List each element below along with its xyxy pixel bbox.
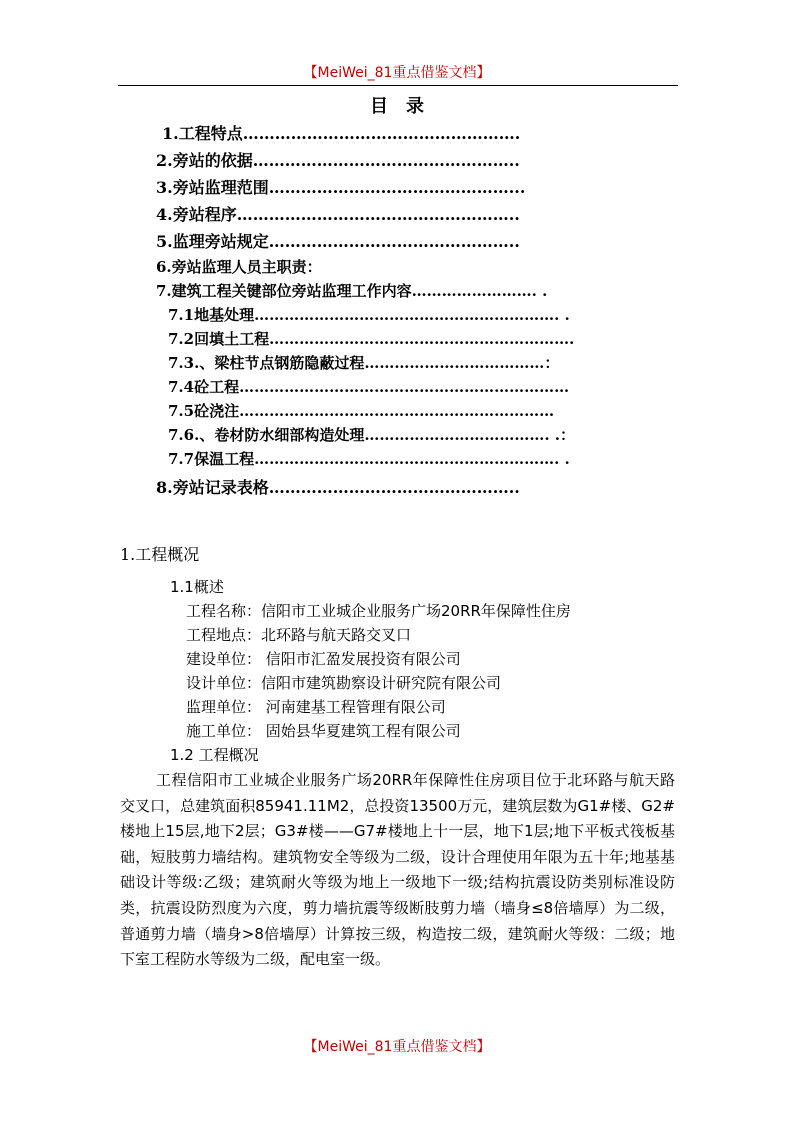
subsection-title: 1.2 工程概况 (170, 746, 259, 764)
info-line: 设计单位：信阳市建筑勘察设计研究院有限公司 (186, 674, 502, 692)
toc-item: 2.旁站的依据………………………………………….. (156, 151, 520, 170)
toc-item: 7.3.、梁柱节点钢筋隐蔽过程………………………………： (168, 354, 560, 372)
toc-title: 目 录 (370, 96, 424, 117)
overview-paragraph: 工程信阳市工业城企业服务广场20RR年保障性住房项目位于北环路与航天路交叉口，总建筑面积85941.11M2，总投资13500万元，建筑层数为G1#楼、G2#楼地上15层,地下2层；G3#楼——G7#楼地上十一层，地下1层;地下平板式筏板基础，短肢剪力墙结构。建筑物安全等级为二级，设计合理使用年限为五十年;地基基础设计等级:乙级；建筑耐火等级为地上一级地下一级;结构抗震设防类别标准设防类，抗震设防烈度为六度，剪力墙抗震等级断肢剪力墙（墙身≤8倍墙厚）为二级，普通剪力墙（墙身>8倍墙厚）计算按三级，构造按二级，建筑耐火等级：二级；地下室工程防水等级为二级，配电室一级。 (120, 771, 675, 969)
toc-item: 5.监理旁站规定……………………………………….. (156, 232, 520, 251)
toc-item: 8.旁站记录表格……………………………………….. (156, 478, 520, 497)
toc-item: 7.4砼工程………………………………………………………… (168, 378, 570, 396)
page-header: 【MeiWei_81重点借鉴文档】 (303, 65, 491, 81)
info-line: 工程地点：北环路与航天路交叉口 (186, 626, 412, 644)
header-divider (118, 85, 678, 86)
info-line: 建设单位： 信阳市汇盈发展投资有限公司 (186, 650, 461, 668)
info-line: 监理单位： 河南建基工程管理有限公司 (186, 698, 446, 716)
subsection-title: 1.1概述 (170, 578, 224, 596)
toc-item: 7.7保温工程……………………………………………………. . (168, 450, 570, 468)
info-line: 施工单位： 固始县华夏建筑工程有限公司 (186, 722, 461, 740)
toc-item: 7.6.、卷材防水细部构造处理………………………………. .： (168, 426, 575, 444)
toc-item: 7.建筑工程关键部位旁站监理工作内容……………………. . (156, 282, 548, 300)
toc-item: 1.工程特点……………………………………………. (162, 124, 521, 143)
toc-item: 3.旁站监理范围………………………………………... (156, 178, 526, 197)
info-line: 工程名称：信阳市工业城企业服务广场20RR年保障性住房 (186, 602, 571, 620)
page-footer: 【MeiWei_81重点借鉴文档】 (303, 1039, 491, 1055)
toc-item: 4.旁站程序…………………………………………….. (156, 205, 520, 224)
section-title: 1.工程概况 (120, 545, 200, 564)
toc-item: 7.2回填土工程……………………………………………………. (168, 330, 575, 348)
toc-item: 7.5砼浇注……………………………………………………… (168, 402, 555, 420)
toc-item: 6.旁站监理人员主职责： (156, 258, 322, 276)
toc-item: 7.1地基处理……………………………………………………. . (168, 306, 570, 324)
